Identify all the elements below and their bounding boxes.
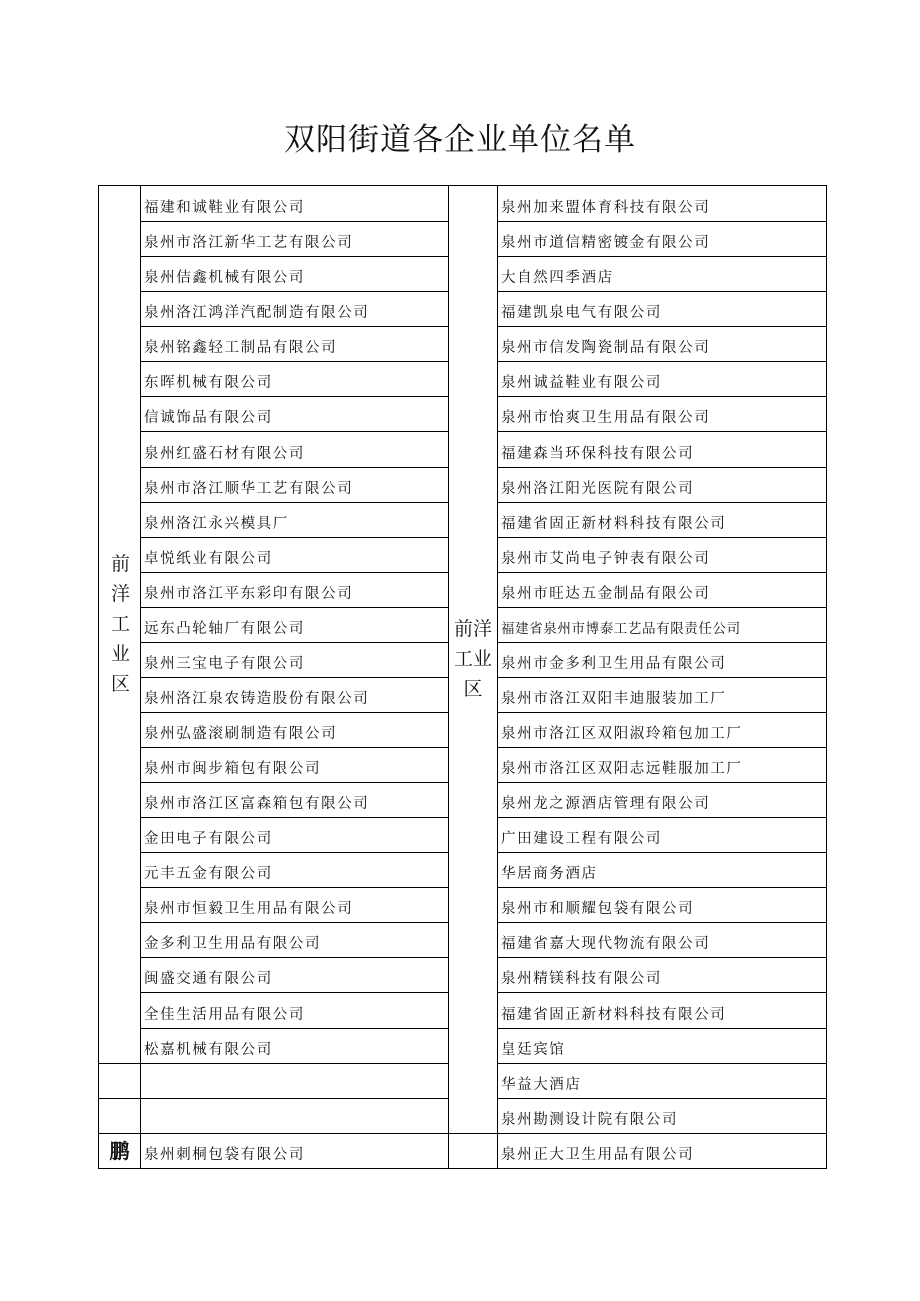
empty-cell	[141, 1063, 449, 1098]
company-name-right: 广田建设工程有限公司	[498, 818, 827, 853]
company-name-left: 泉州三宝电子有限公司	[141, 642, 449, 677]
company-name-right: 泉州市旺达五金制品有限公司	[498, 572, 827, 607]
company-name-left: 泉州洛江永兴模具厂	[141, 502, 449, 537]
company-name-right: 福建森当环保科技有限公司	[498, 432, 827, 467]
group-label-bottom-label: 鹏	[109, 1139, 130, 1163]
company-name-left: 远东凸轮轴厂有限公司	[141, 607, 449, 642]
company-name-right: 华居商务酒店	[498, 853, 827, 888]
company-name-left: 泉州刺桐包袋有限公司	[141, 1133, 449, 1168]
company-name-right: 泉州市怡爽卫生用品有限公司	[498, 397, 827, 432]
company-name-right: 泉州市道信精密镀金有限公司	[498, 222, 827, 257]
empty-cell	[449, 1133, 498, 1168]
company-name-right: 华益大酒店	[498, 1063, 827, 1098]
company-name-right: 大自然四季酒店	[498, 257, 827, 292]
group-label-right-label: 前洋工业区	[453, 618, 492, 701]
page-title: 双阳街道各企业单位名单	[284, 122, 636, 158]
company-name-left: 泉州洛江鸿洋汽配制造有限公司	[141, 292, 449, 327]
company-name-left: 全佳生活用品有限公司	[141, 993, 449, 1028]
company-name-left: 泉州市恒毅卫生用品有限公司	[141, 888, 449, 923]
company-name-left: 松嘉机械有限公司	[141, 1028, 449, 1063]
empty-cell	[99, 1063, 141, 1098]
company-name-left: 泉州红盛石材有限公司	[141, 432, 449, 467]
company-name-right: 福建凯泉电气有限公司	[498, 292, 827, 327]
company-name-left: 泉州市洛江顺华工艺有限公司	[141, 467, 449, 502]
table-row	[99, 186, 827, 222]
company-table	[98, 185, 827, 1169]
company-name-left: 元丰五金有限公司	[141, 853, 449, 888]
company-name-left: 泉州佶鑫机械有限公司	[141, 257, 449, 292]
company-name-left: 信诚饰品有限公司	[141, 397, 449, 432]
company-name-right: 泉州市金多利卫生用品有限公司	[498, 642, 827, 677]
empty-cell	[141, 1098, 449, 1133]
company-name-left: 东晖机械有限公司	[141, 362, 449, 397]
empty-cell	[99, 1098, 141, 1133]
company-name-left: 泉州弘盛滚刷制造有限公司	[141, 712, 449, 747]
company-name-right: 泉州市信发陶瓷制品有限公司	[498, 327, 827, 362]
company-name-left: 闽盛交通有限公司	[141, 958, 449, 993]
company-name-right: 泉州市艾尚电子钟表有限公司	[498, 537, 827, 572]
company-name-left: 福建和诚鞋业有限公司	[141, 186, 449, 222]
company-name-right: 泉州精镁科技有限公司	[498, 958, 827, 993]
company-name-left: 卓悦纸业有限公司	[141, 537, 449, 572]
company-name-left: 泉州铭鑫轻工制品有限公司	[141, 327, 449, 362]
company-name-right: 泉州诚益鞋业有限公司	[498, 362, 827, 397]
company-name-right: 泉州龙之源酒店管理有限公司	[498, 783, 827, 818]
company-name-right: 泉州正大卫生用品有限公司	[498, 1133, 827, 1168]
company-name-right: 泉州市洛江双阳丰迪服装加工厂	[498, 677, 827, 712]
group-label-right	[449, 186, 498, 1134]
company-name-right: 福建省固正新材料科技有限公司	[498, 502, 827, 537]
company-name-left: 泉州市洛江新华工艺有限公司	[141, 222, 449, 257]
group-label-left-label: 前洋工业区	[111, 553, 131, 696]
company-name-right: 皇廷宾馆	[498, 1028, 827, 1063]
company-name-right: 泉州市洛江区双阳淑玲箱包加工厂	[498, 712, 827, 747]
company-name-right: 泉州市和顺耀包袋有限公司	[498, 888, 827, 923]
group-label-left	[99, 186, 141, 1064]
company-name-right: 泉州勘测设计院有限公司	[498, 1098, 827, 1133]
company-name-right: 福建省泉州市博泰工艺品有限责任公司	[498, 607, 827, 642]
company-name-left: 金多利卫生用品有限公司	[141, 923, 449, 958]
table-row	[99, 1133, 827, 1168]
company-name-right: 泉州加来盟体育科技有限公司	[498, 186, 827, 222]
company-name-left: 金田电子有限公司	[141, 818, 449, 853]
company-name-right: 福建省嘉大现代物流有限公司	[498, 923, 827, 958]
company-name-left: 泉州市洛江平东彩印有限公司	[141, 572, 449, 607]
company-name-right: 泉州洛江阳光医院有限公司	[498, 467, 827, 502]
company-name-right: 泉州市洛江区双阳志远鞋服加工厂	[498, 748, 827, 783]
company-name-left: 泉州市洛江区富森箱包有限公司	[141, 783, 449, 818]
company-name-left: 泉州洛江泉农铸造股份有限公司	[141, 677, 449, 712]
group-label-bottom	[99, 1133, 141, 1168]
company-name-left: 泉州市闽步箱包有限公司	[141, 748, 449, 783]
company-name-right: 福建省固正新材料科技有限公司	[498, 993, 827, 1028]
